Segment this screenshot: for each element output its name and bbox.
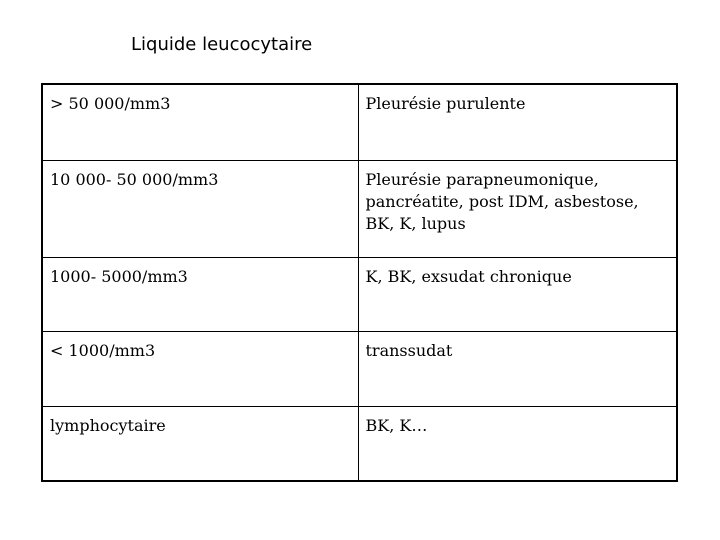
table-row [42, 84, 677, 160]
diagnosis-cell: transsudat [358, 331, 677, 406]
table-row [42, 331, 677, 406]
table-row [42, 160, 677, 257]
diagnosis-cell: Pleurésie purulente [358, 84, 677, 160]
count-cell: > 50 000/mm3 [42, 84, 358, 160]
count-cell: lymphocytaire [42, 406, 358, 481]
count-cell: 10 000- 50 000/mm3 [42, 160, 358, 257]
table-row [42, 257, 677, 331]
diagnosis-cell: K, BK, exsudat chronique [358, 257, 677, 331]
diagnosis-cell: BK, K… [358, 406, 677, 481]
count-cell: < 1000/mm3 [42, 331, 358, 406]
diagnosis-cell: Pleurésie parapneumonique, pancréatite, post IDM, asbestose, BK, K, lupus [358, 160, 677, 257]
table-row [42, 406, 677, 481]
count-cell: 1000- 5000/mm3 [42, 257, 358, 331]
page-title: Liquide leucocytaire [131, 34, 313, 55]
leucocyte-table [41, 83, 678, 482]
